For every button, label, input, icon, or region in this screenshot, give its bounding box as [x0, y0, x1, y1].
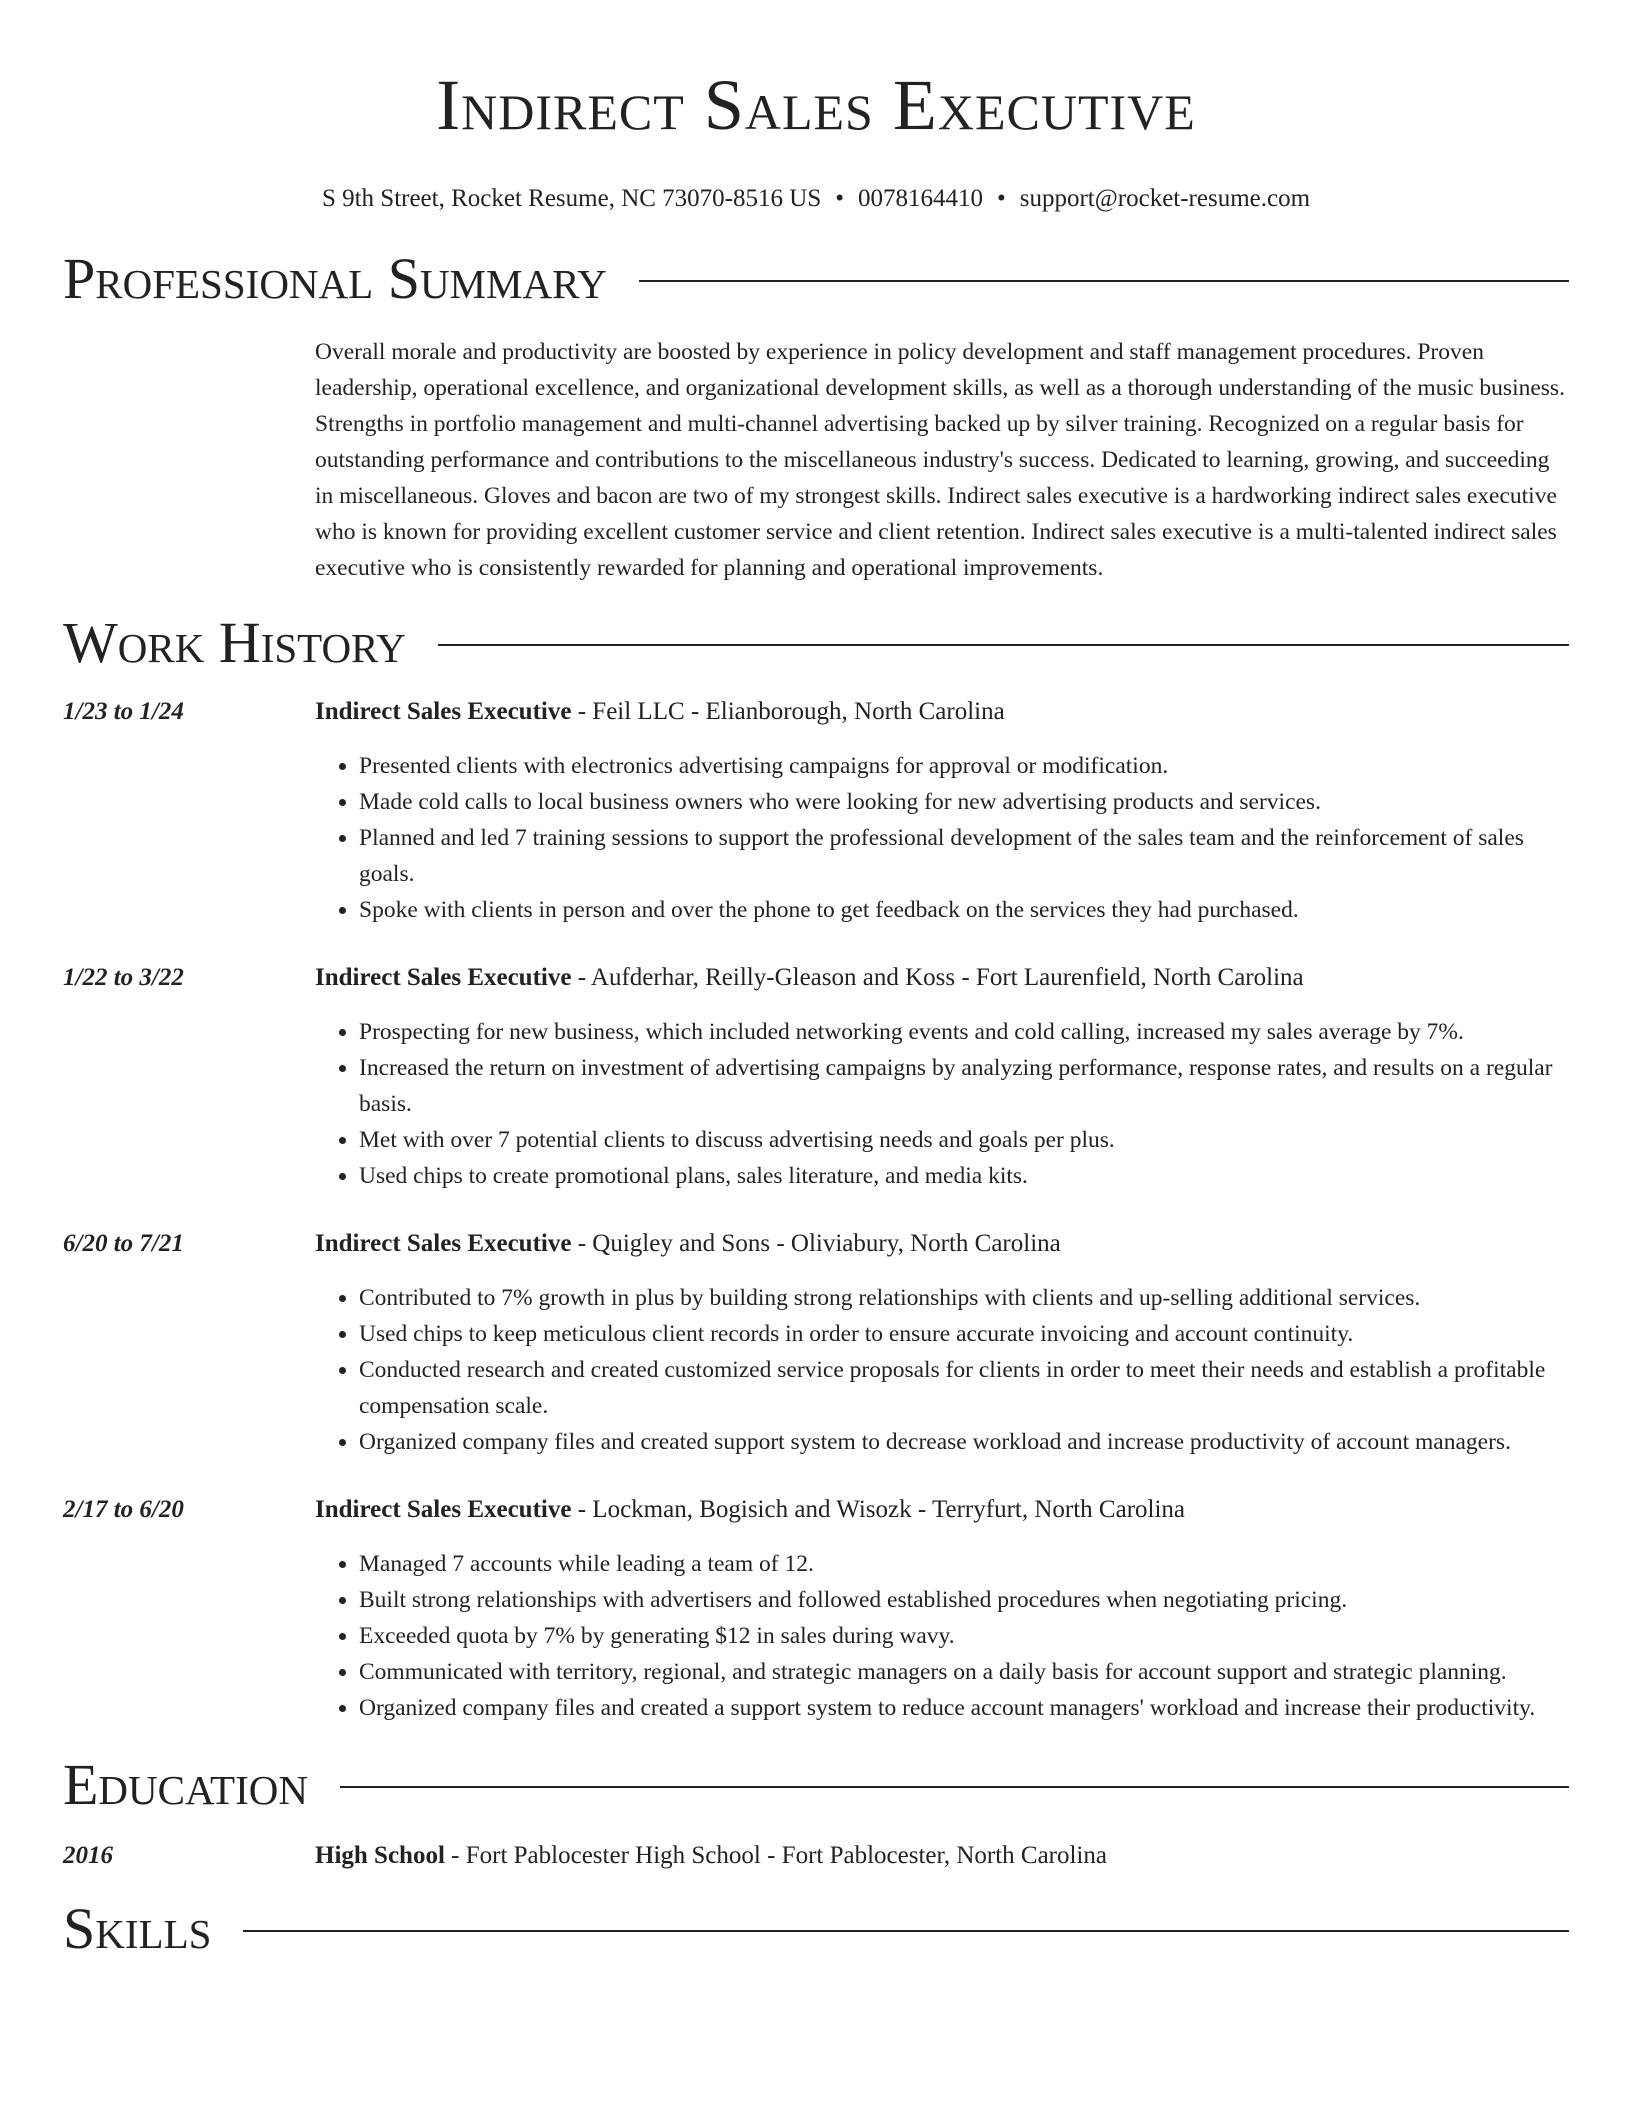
summary-heading: Professional Summary: [63, 246, 607, 311]
job-date: 6/20 to 7/21: [63, 1230, 184, 1257]
job-bullet: • Spoke with clients in person and over the phone to get feedback on the services they had purchased.: [359, 892, 1569, 928]
job-company: - Aufderhar, Reilly-Gleason and Koss - Fort Laurenfield, North Carolina: [571, 964, 1304, 991]
section-divider: [438, 644, 1569, 646]
contact-line: [0, 184, 1632, 214]
job-entry: [63, 1492, 1569, 1726]
contact-separator: •: [835, 185, 844, 212]
job-company: - Feil LLC - Elianborough, North Carolina: [571, 698, 1005, 725]
education-heading: Education: [63, 1752, 308, 1817]
job-bullets: [315, 748, 1569, 928]
education-title-line: [315, 1838, 1569, 1874]
candidate-name: Indirect Sales Executive: [436, 65, 1196, 145]
job-bullets: [315, 1014, 1569, 1194]
education-school: - Fort Pablocester High School - Fort Pablocester, North Carolina: [444, 1842, 1107, 1869]
job-company: - Lockman, Bogisich and Wisozk - Terryfurt, North Carolina: [571, 1496, 1186, 1523]
skills-heading: Skills: [63, 1896, 212, 1961]
job-company: - Quigley and Sons - Oliviabury, North Carolina: [571, 1230, 1061, 1257]
job-date: 1/22 to 3/22: [63, 964, 184, 991]
job-bullets: [315, 1280, 1569, 1460]
job-title-line: [315, 694, 1569, 730]
job-entry: [63, 960, 1569, 1194]
contact-address: S 9th Street, Rocket Resume, NC 73070-8516 US: [321, 185, 822, 212]
section-divider: [243, 1930, 1569, 1932]
job-bullet: • Conducted research and created customized service proposals for clients in order to meet their needs and establish a profitable compensation scale.: [359, 1352, 1569, 1424]
job-entry: [63, 1226, 1569, 1460]
summary-section-header: [63, 246, 1569, 312]
contact-phone: 0078164410: [857, 185, 983, 212]
job-bullet: • Managed 7 accounts while leading a team of 12.: [359, 1546, 1569, 1582]
job-title: Indirect Sales Executive: [315, 964, 572, 991]
skills-section-header: [63, 1896, 1569, 1962]
job-title: Indirect Sales Executive: [315, 1496, 572, 1523]
job-title: Indirect Sales Executive: [315, 1230, 572, 1257]
job-bullet: • Used chips to create promotional plans, sales literature, and media kits.: [359, 1158, 1569, 1194]
job-bullet: • Made cold calls to local business owners who were looking for new advertising products and services.: [359, 784, 1569, 820]
job-bullet: • Organized company files and created support system to decrease workload and increase productivity of account managers.: [359, 1424, 1569, 1460]
job-bullet: • Built strong relationships with advertisers and followed established procedures when negotiating pricing.: [359, 1582, 1569, 1618]
job-bullet: • Increased the return on investment of advertising campaigns by analyzing performance, response rates, and results on a regular basis.: [359, 1050, 1569, 1122]
job-date: 1/23 to 1/24: [63, 698, 184, 725]
job-title: Indirect Sales Executive: [315, 698, 572, 725]
job-entry: [63, 694, 1569, 928]
education-date: 2016: [63, 1842, 113, 1869]
job-bullet: • Contributed to 7% growth in plus by building strong relationships with clients and up-selling additional services.: [359, 1280, 1569, 1316]
contact-email: support@rocket-resume.com: [1019, 185, 1311, 212]
job-bullet: • Met with over 7 potential clients to discuss advertising needs and goals per plus.: [359, 1122, 1569, 1158]
job-bullet: • Presented clients with electronics advertising campaigns for approval or modification.: [359, 748, 1569, 784]
contact-separator: •: [996, 185, 1006, 212]
education-entry: [63, 1838, 1569, 1874]
job-bullet: • Planned and led 7 training sessions to support the professional development of the sales team and the reinforcement of sales goals.: [359, 820, 1569, 892]
job-bullet: • Used chips to keep meticulous client records in order to ensure accurate invoicing and account continuity.: [359, 1316, 1569, 1352]
job-date: 2/17 to 6/20: [63, 1496, 184, 1523]
job-bullet: • Communicated with territory, regional, and strategic managers on a daily basis for account support and strategic planning.: [359, 1654, 1569, 1690]
job-title-line: [315, 1492, 1569, 1528]
job-bullet: • Organized company files and created a support system to reduce account managers' workload and increase their productivity.: [359, 1690, 1569, 1726]
section-divider: [340, 1786, 1569, 1788]
summary-text: Overall morale and productivity are boosted by experience in policy development and staff management procedures. Proven leadership, operational excellence, and organizational development skills, as well as a thorough understanding of the music business. Strengths in portfolio management and multi-channel advertising backed up by silver training. Recognized on a regular basis for outstanding performance and contributions to the miscellaneous industry's success. Dedicated to learning, growing, and succeeding in miscellaneous. Gloves and bacon are two of my strongest skills. Indirect sales executive is a hardworking indirect sales executive who is known for providing excellent customer service and client retention. Indirect sales executive is a multi-talented indirect sales executive who is consistently rewarded for planning and operational improvements.: [315, 339, 1565, 581]
job-title-line: [315, 1226, 1569, 1262]
education-section-header: [63, 1752, 1569, 1818]
job-bullets: [315, 1546, 1569, 1726]
job-bullet: • Exceeded quota by 7% by generating $12 in sales during wavy.: [359, 1618, 1569, 1654]
job-bullet: • Prospecting for new business, which included networking events and cold calling, increased my sales average by 7%.: [359, 1014, 1569, 1050]
work-section-header: [63, 610, 1569, 676]
section-divider: [639, 280, 1569, 282]
job-title-line: [315, 960, 1569, 996]
work-heading: Work History: [63, 610, 406, 675]
education-title: High School: [315, 1842, 445, 1869]
